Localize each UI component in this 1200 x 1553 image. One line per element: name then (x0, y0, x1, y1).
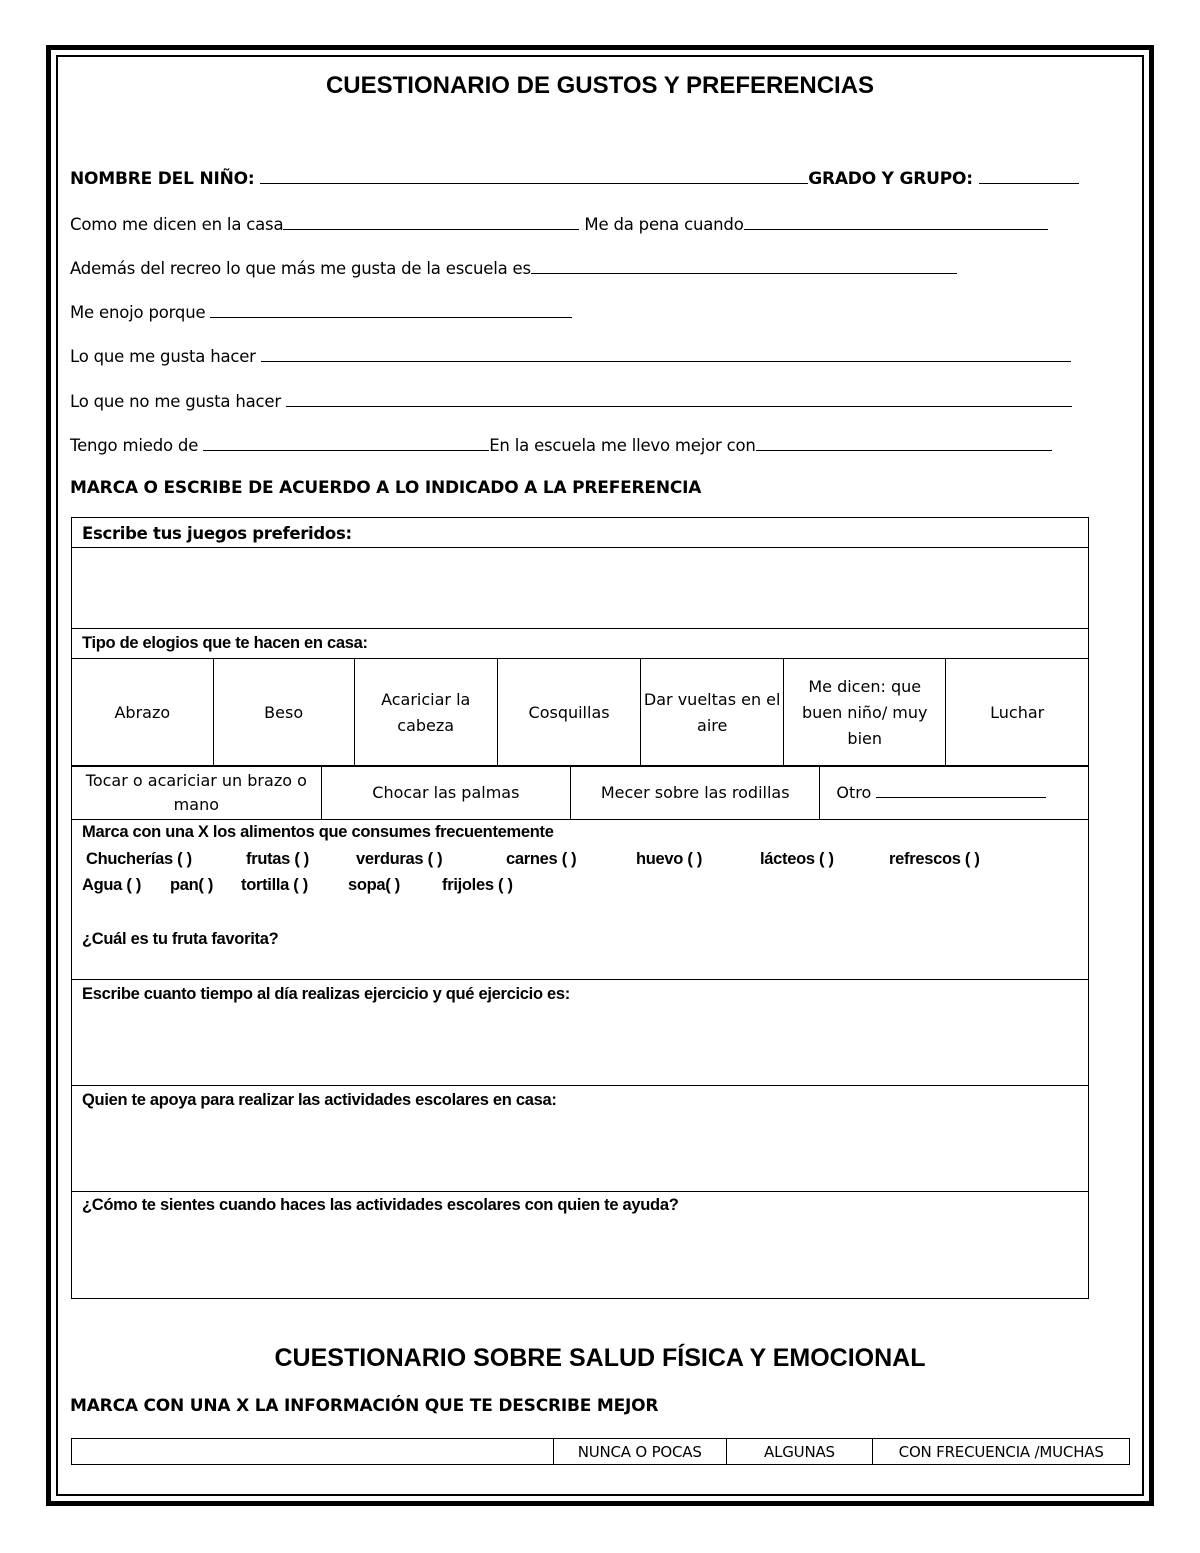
instruction-2: MARCA CON UNA X LA INFORMACIÓN QUE TE DESCRIBE MEJOR (70, 1396, 659, 1416)
like-field[interactable] (261, 346, 1071, 362)
dislike-label: Lo que no me gusta hacer (70, 392, 281, 411)
health-header-blank (72, 1439, 554, 1465)
school-like-field[interactable] (531, 258, 957, 274)
food-label: Marca con una X los alimentos que consumes frecuentemente (82, 823, 554, 841)
praise-option[interactable]: Luchar (946, 659, 1089, 767)
food-option[interactable]: Agua ( ) (82, 876, 142, 894)
food-option[interactable]: pan( ) (170, 876, 214, 894)
anger-field[interactable] (210, 302, 572, 318)
home-name-label: Como me dicen en la casa (70, 215, 284, 234)
divider (72, 628, 1088, 629)
school-like-row (70, 258, 957, 278)
health-header: ALGUNAS (726, 1439, 873, 1465)
health-header: NUNCA O POCAS (553, 1439, 726, 1465)
praise-option[interactable]: Cosquillas (497, 659, 641, 767)
fear-label: Tengo miedo de (70, 436, 199, 455)
food-option[interactable]: huevo ( ) (636, 850, 703, 868)
child-name-field[interactable] (260, 168, 808, 184)
praise-other-cell[interactable] (820, 766, 1089, 820)
praise-option[interactable]: Tocar o acariciar un brazo o mano (72, 766, 322, 820)
school-like-label: Además del recreo lo que más me gusta de la escuela es (70, 259, 531, 278)
health-header: CON FRECUENCIA /MUCHAS (873, 1439, 1130, 1465)
food-option[interactable]: sopa( ) (348, 876, 400, 894)
games-label: Escribe tus juegos preferidos: (82, 524, 352, 543)
instruction: MARCA O ESCRIBE DE ACUERDO A LO INDICADO A LA PREFERENCIA (70, 478, 702, 498)
praise-other-field[interactable] (876, 782, 1046, 798)
fruit-question: ¿Cuál es tu fruta favorita? (82, 930, 279, 948)
praise-option[interactable]: Abrazo (72, 659, 214, 767)
child-name-label: NOMBRE DEL NIÑO: (70, 169, 255, 189)
praise-other-label: Otro (836, 782, 872, 802)
exercise-label: Escribe cuanto tiempo al día realizas ejercicio y qué ejercicio es: (82, 985, 570, 1003)
food-option[interactable]: frijoles ( ) (442, 876, 513, 894)
food-option[interactable]: carnes ( ) (506, 850, 577, 868)
fear-field[interactable] (203, 435, 489, 451)
anger-label: Me enojo porque (70, 303, 206, 322)
like-label: Lo que me gusta hacer (70, 347, 256, 366)
shame-label: Me da pena cuando (584, 215, 744, 234)
food-option[interactable]: tortilla ( ) (241, 876, 308, 894)
health-table (71, 1438, 1130, 1465)
praise-option[interactable]: Me dicen: que buen niño/ muy bien (784, 659, 946, 767)
food-option[interactable]: refrescos ( ) (889, 850, 980, 868)
best-with-label: En la escuela me llevo mejor con (489, 436, 756, 455)
praise-label: Tipo de elogios que te hacen en casa: (82, 634, 368, 652)
like-row (70, 346, 1071, 366)
praise-option[interactable]: Beso (213, 659, 354, 767)
praise-table-row2 (71, 765, 1089, 820)
praise-table-row1 (71, 658, 1089, 767)
section-title: CUESTIONARIO SOBRE SALUD FÍSICA Y EMOCIONAL (274, 1344, 926, 1372)
fear-row (70, 435, 1052, 455)
home-name-field[interactable] (283, 214, 579, 230)
divider (72, 1085, 1088, 1086)
divider (72, 979, 1088, 980)
food-option[interactable]: Chucherías ( ) (86, 850, 192, 868)
food-option[interactable]: frutas ( ) (246, 850, 310, 868)
home-name-row (70, 214, 1048, 234)
food-option[interactable]: lácteos ( ) (760, 850, 834, 868)
dislike-field[interactable] (286, 391, 1072, 407)
best-with-field[interactable] (756, 435, 1052, 451)
grade-group-field[interactable] (979, 168, 1079, 184)
feeling-label: ¿Cómo te sientes cuando haces las actividades escolares con quien te ayuda? (82, 1196, 679, 1214)
games-field[interactable] (72, 548, 1088, 628)
page-title: CUESTIONARIO DE GUSTOS Y PREFERENCIAS (325, 72, 875, 99)
anger-row (70, 302, 572, 322)
praise-option[interactable]: Mecer sobre las rodillas (571, 766, 820, 820)
grade-group-label: GRADO Y GRUPO: (808, 169, 973, 189)
praise-option[interactable]: Acariciar la cabeza (354, 659, 497, 767)
praise-option[interactable]: Chocar las palmas (321, 766, 570, 820)
divider (72, 1191, 1088, 1192)
food-option[interactable]: verduras ( ) (356, 850, 443, 868)
child-name-row (70, 168, 1079, 189)
shame-field[interactable] (744, 214, 1048, 230)
support-label: Quien te apoya para realizar las actividades escolares en casa: (82, 1091, 557, 1109)
praise-option[interactable]: Dar vueltas en el aire (641, 659, 784, 767)
dislike-row (70, 391, 1072, 411)
